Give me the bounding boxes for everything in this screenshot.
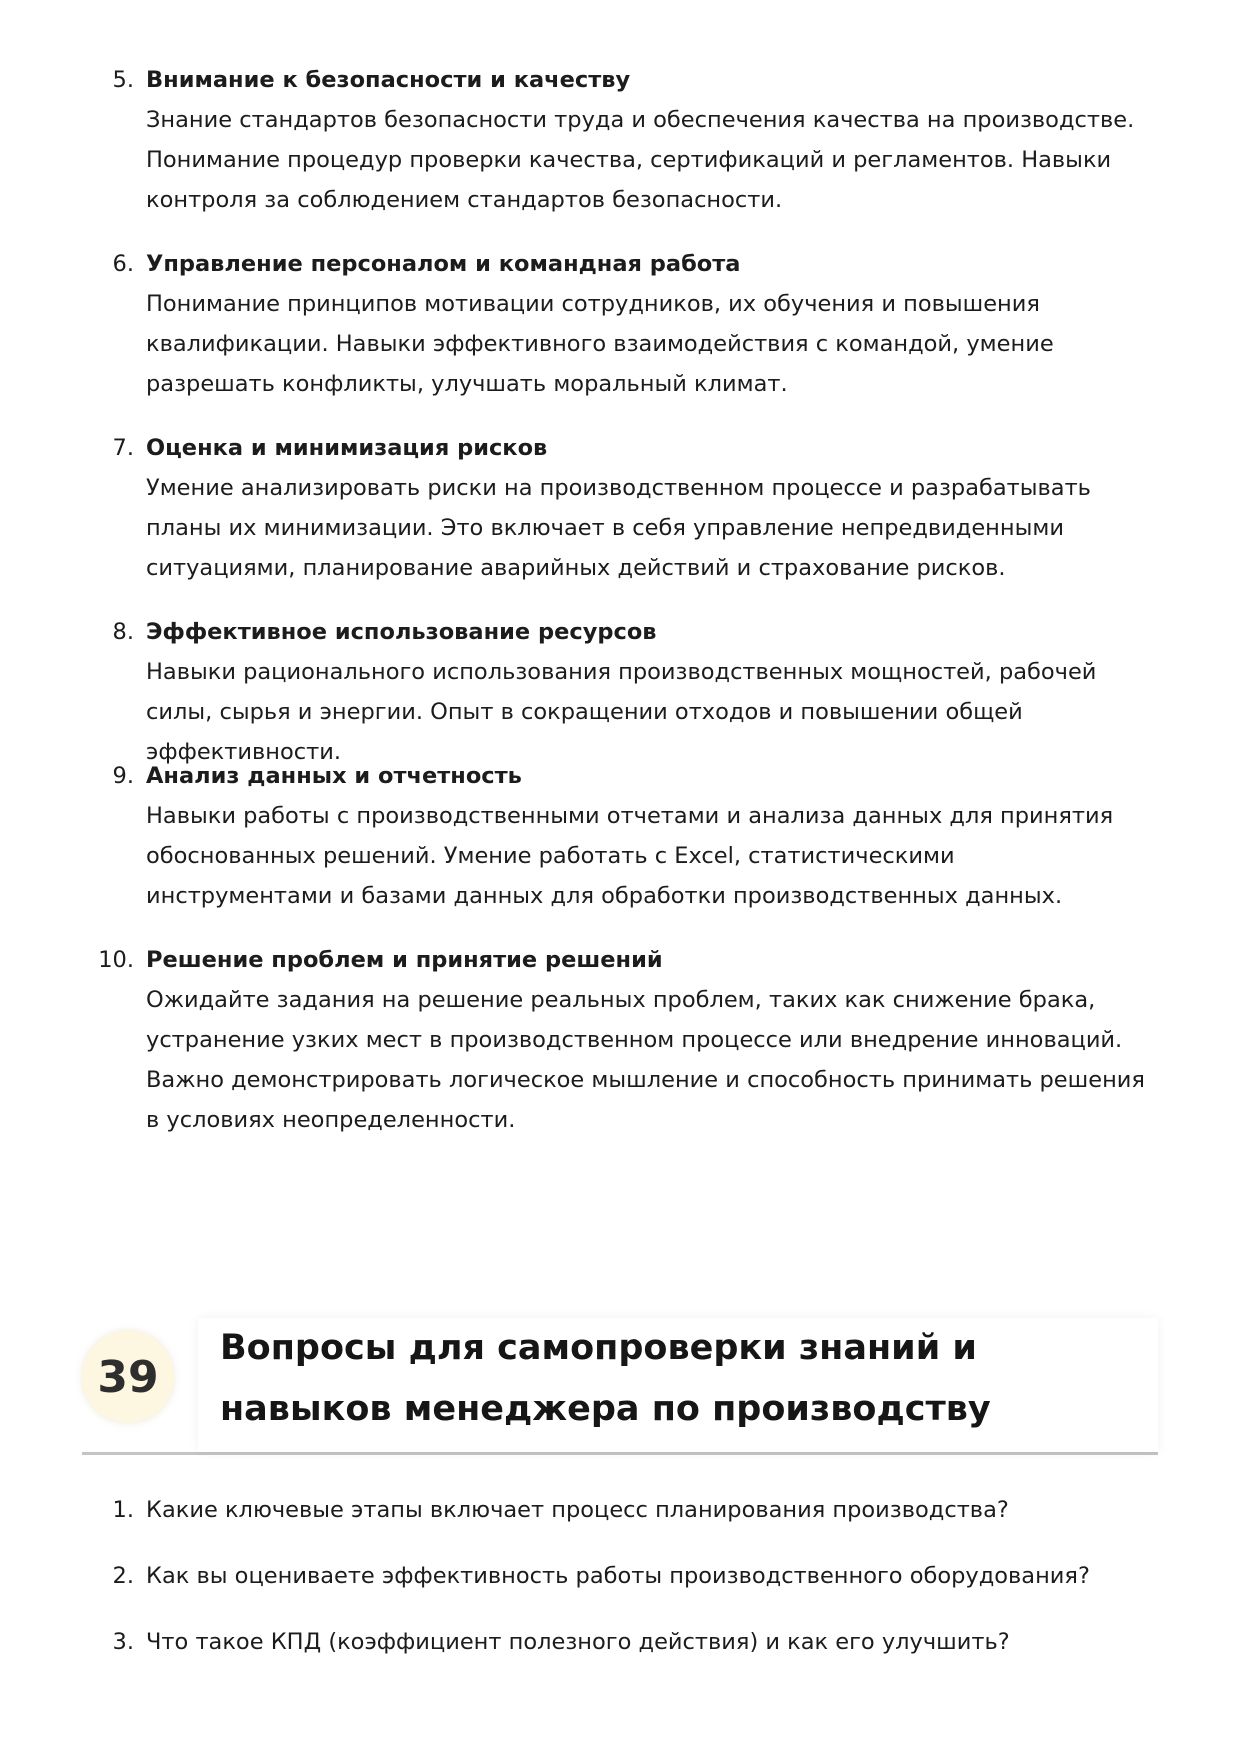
question-text: Какие ключевые этапы включает процесс планирования производства? (146, 1497, 1009, 1523)
skill-description: Знание стандартов безопасности труда и обеспечения качества на производстве. Понимание процедур проверки качества, сертификаций и регламентов. Навыки контроля за соблюдением стандартов безопасности. (146, 107, 1135, 213)
question-text: Как вы оцениваете эффективность работы производственного оборудования? (146, 1563, 1090, 1589)
question-number: 1. (112, 1497, 134, 1523)
skill-description: Навыки рационального использования производственных мощностей, рабочей силы, сырья и энергии. Опыт в сокращении отходов и повышении общей эффективности. (146, 659, 1097, 765)
section-number-badge: 39 (82, 1331, 174, 1423)
skill-number: 6. (112, 251, 134, 277)
question-number: 3. (112, 1629, 134, 1655)
skill-number: 7. (112, 435, 134, 461)
question-item (0, 1556, 1239, 1596)
skill-description: Ожидайте задания на решение реальных проблем, таких как снижение брака, устранение узких мест в производственном процессе или внедрение инноваций. Важно демонстрировать логическое мышление и способность принимать решения в условиях неопределенности. (146, 987, 1145, 1133)
skill-title: Решение проблем и принятие решений (146, 947, 663, 973)
skill-description: Понимание принципов мотивации сотрудников, их обучения и повышения квалификации. Навыки эффективного взаимодействия с командой, умение разрешать конфликты, улучшать моральный климат. (146, 291, 1054, 397)
question-number: 2. (112, 1563, 134, 1589)
question-item (0, 1622, 1239, 1662)
skill-description: Умение анализировать риски на производственном процессе и разрабатывать планы их минимизации. Это включает в себя управление непредвиденными ситуациями, планирование аварийных действий и страхование рисков. (146, 475, 1091, 581)
section-title: Вопросы для самопроверки знаний и навыков менеджера по производству (220, 1328, 991, 1429)
skill-title: Управление персоналом и командная работа (146, 251, 741, 277)
skill-description: Навыки работы с производственными отчетами и анализа данных для принятия обоснованных решений. Умение работать с Excel, статистическими инструментами и базами данных для обработки производственных данных. (146, 803, 1114, 909)
question-item (0, 1490, 1239, 1530)
section-header (82, 1318, 1158, 1455)
skill-number: 5. (112, 67, 134, 93)
skill-title: Анализ данных и отчетность (146, 763, 522, 789)
skill-title: Оценка и минимизация рисков (146, 435, 548, 461)
skill-number: 9. (112, 763, 134, 789)
question-text: Что такое КПД (коэффициент полезного действия) и как его улучшить? (146, 1629, 1010, 1655)
skill-number: 8. (112, 619, 134, 645)
skill-title: Эффективное использование ресурсов (146, 619, 657, 645)
skill-number: 10. (98, 947, 134, 973)
skill-title: Внимание к безопасности и качеству (146, 67, 631, 93)
